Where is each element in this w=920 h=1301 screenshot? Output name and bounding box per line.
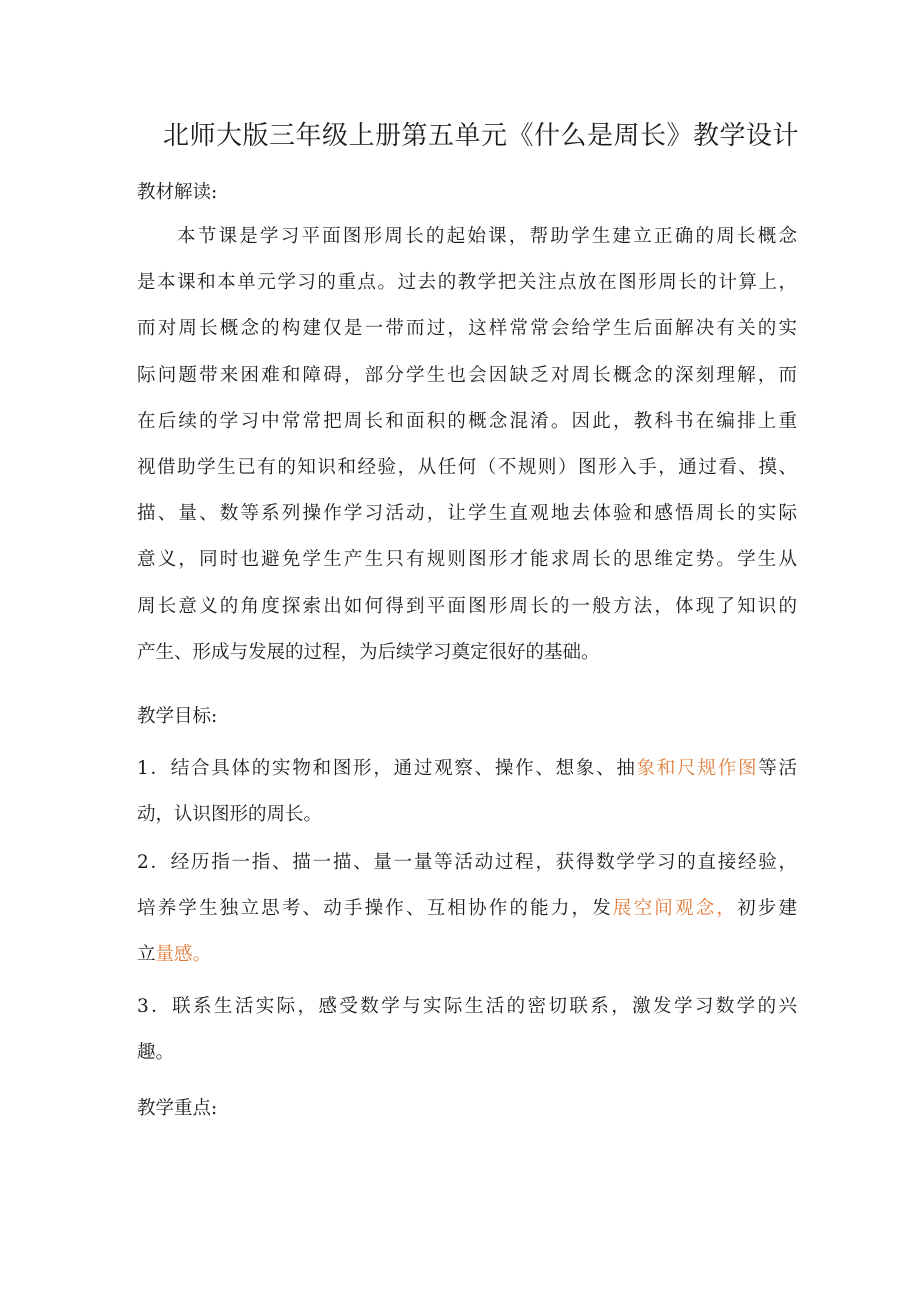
- goal-line: [137, 746, 797, 792]
- highlighted-text: 展空间观念，: [612, 898, 738, 920]
- goal-text: 等活: [758, 758, 797, 779]
- reading-paragraph: [137, 214, 797, 676]
- goal-text: 立: [137, 944, 156, 966]
- section-reading: [137, 170, 797, 216]
- paragraph-line: 视借助学生已有的知识和经验，从任何（不规则）图形入手，通过看、摸、: [137, 456, 797, 478]
- section-goals: [137, 694, 797, 740]
- paragraph-line: 际问题带来困难和障碍，部分学生也会因缺乏对周长概念的深刻理解，而: [137, 364, 797, 386]
- goal-item-3: [137, 984, 797, 1076]
- document-title: 北师大版三年级上册第五单元《什么是周长》教学设计: [163, 121, 800, 151]
- paragraph-line: 产生、形成与发展的过程，为后续学习奠定很好的基础。: [137, 641, 600, 663]
- section-heading-reading: 教材解读:: [137, 182, 218, 203]
- goal-line: [137, 886, 797, 932]
- goal-line: 趣。: [137, 1042, 175, 1064]
- paragraph-line: 周长意义的角度探索出如何得到平面图形周长的一般方法，体现了知识的: [137, 595, 797, 617]
- highlighted-text: 量感。: [155, 944, 212, 966]
- section-heading-goals: 教学目标:: [137, 706, 218, 727]
- goal-item-1: [137, 746, 797, 838]
- paragraph-line: 本节课是学习平面图形周长的起始课，帮助学生建立正确的周长概念: [177, 226, 797, 247]
- goal-line: 动，认识图形的周长。: [137, 804, 323, 826]
- paragraph-line: 在后续的学习中常常把周长和面积的概念混淆。因此，教科书在编排上重: [137, 410, 797, 432]
- section-key: [137, 1086, 797, 1132]
- goal-text: 初步建: [737, 898, 797, 920]
- goal-line: 2．经历指一指、描一描、量一量等活动过程，获得数学学习的直接经验，: [137, 852, 797, 873]
- paragraph-line: 描、量、数等系列操作学习活动，让学生直观地去体验和感悟周长的实际: [137, 503, 797, 525]
- goal-line: [137, 932, 797, 978]
- goal-text: 培养学生独立思考、动手操作、互相协作的能力，发: [137, 898, 613, 920]
- section-heading-key: 教学重点:: [137, 1098, 218, 1119]
- goal-text: 1．结合具体的实物和图形，通过观察、操作、想象、抽: [137, 758, 637, 779]
- highlighted-text: 象和尺规作图: [636, 758, 759, 779]
- paragraph-line: 而对周长概念的构建仅是一带而过，这样常常会给学生后面解决有关的实: [137, 318, 797, 340]
- goal-line: 3．联系生活实际，感受数学与实际生活的密切联系，激发学习数学的兴: [137, 996, 797, 1017]
- paragraph-line: 是本课和本单元学习的重点。过去的教学把关注点放在图形周长的计算上，: [137, 272, 797, 294]
- paragraph-line: 意义，同时也避免学生产生只有规则图形才能求周长的思维定势。学生从: [137, 549, 797, 571]
- goal-item-2: [137, 840, 797, 979]
